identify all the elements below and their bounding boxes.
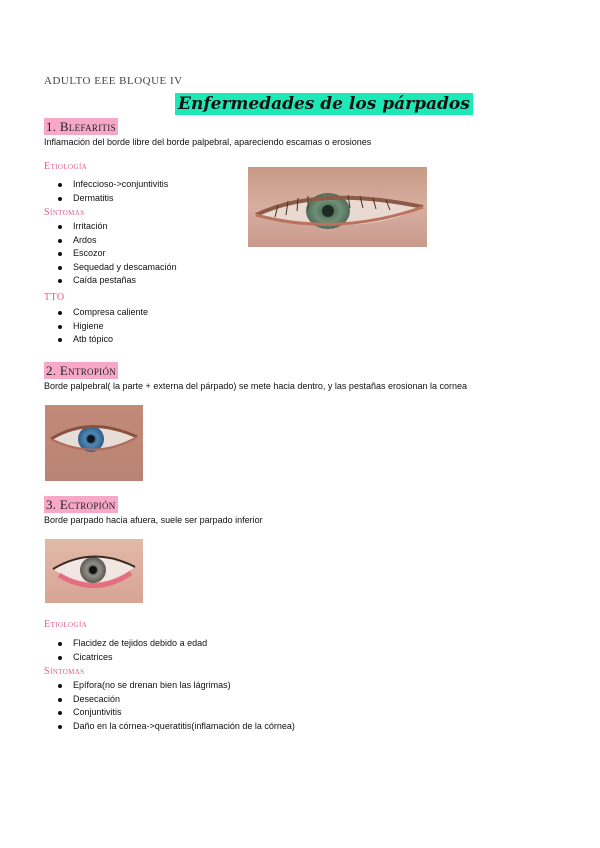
list-item: Caída pestañas bbox=[58, 274, 177, 288]
section-heading-entropion: 2. Entropión bbox=[46, 363, 117, 378]
blefaritis-eye-image bbox=[248, 167, 427, 247]
list-item: Cicatrices bbox=[58, 651, 207, 665]
section-heading-blefaritis: 1. Blefaritis bbox=[46, 119, 116, 134]
list-item: Atb tópico bbox=[58, 333, 148, 347]
list-item: Escozor bbox=[58, 247, 177, 261]
list-item: Ardos bbox=[58, 234, 177, 248]
entropion-eye-image bbox=[45, 405, 143, 481]
entropion-description: Borde palpebral( la parte + externa del párpado) se mete hacia dentro, y las pestañas erosionan la cornea bbox=[44, 381, 468, 391]
ectropion-etiologia-label: Etiología bbox=[44, 619, 88, 630]
list-item: Flacidez de tejidos debido a edad bbox=[58, 637, 207, 651]
ectropion-etiologia-list bbox=[58, 637, 207, 664]
blefaritis-description: Inflamación del borde libre del borde palpebral, apareciendo escamas o erosiones bbox=[44, 137, 372, 147]
list-item: Higiene bbox=[58, 320, 148, 334]
list-item: Epífora(no se drenan bien las lágrimas) bbox=[58, 679, 295, 693]
document-header: ADULTO EEE BLOQUE IV bbox=[44, 75, 183, 87]
list-item: Compresa caliente bbox=[58, 306, 148, 320]
section-heading-ectropion: 3. Ectropión bbox=[46, 497, 116, 512]
list-item: Desecación bbox=[58, 693, 295, 707]
blefaritis-tto-list bbox=[58, 306, 148, 347]
list-item: Dermatitis bbox=[58, 192, 168, 206]
list-item: Irritación bbox=[58, 220, 177, 234]
ectropion-eye-image bbox=[45, 539, 143, 603]
blefaritis-etiologia-list bbox=[58, 178, 168, 205]
list-item: Conjuntivitis bbox=[58, 706, 295, 720]
blefaritis-sintomas-list bbox=[58, 220, 177, 288]
blefaritis-tto-label: TTO bbox=[44, 292, 65, 303]
ectropion-sintomas-list bbox=[58, 679, 295, 733]
blefaritis-etiologia-label: Etiología bbox=[44, 161, 88, 172]
page-title: Enfermedades de los párpados bbox=[175, 93, 473, 115]
blefaritis-sintomas-label: Síntomas bbox=[44, 207, 85, 218]
list-item: Infeccioso->conjuntivitis bbox=[58, 178, 168, 192]
list-item: Sequedad y descamación bbox=[58, 261, 177, 275]
list-item: Daño en la córnea->queratitis(inflamación de la córnea) bbox=[58, 720, 295, 734]
ectropion-description: Borde parpado hacia afuera, suele ser parpado inferior bbox=[44, 515, 263, 525]
ectropion-sintomas-label: Síntomas bbox=[44, 666, 85, 677]
